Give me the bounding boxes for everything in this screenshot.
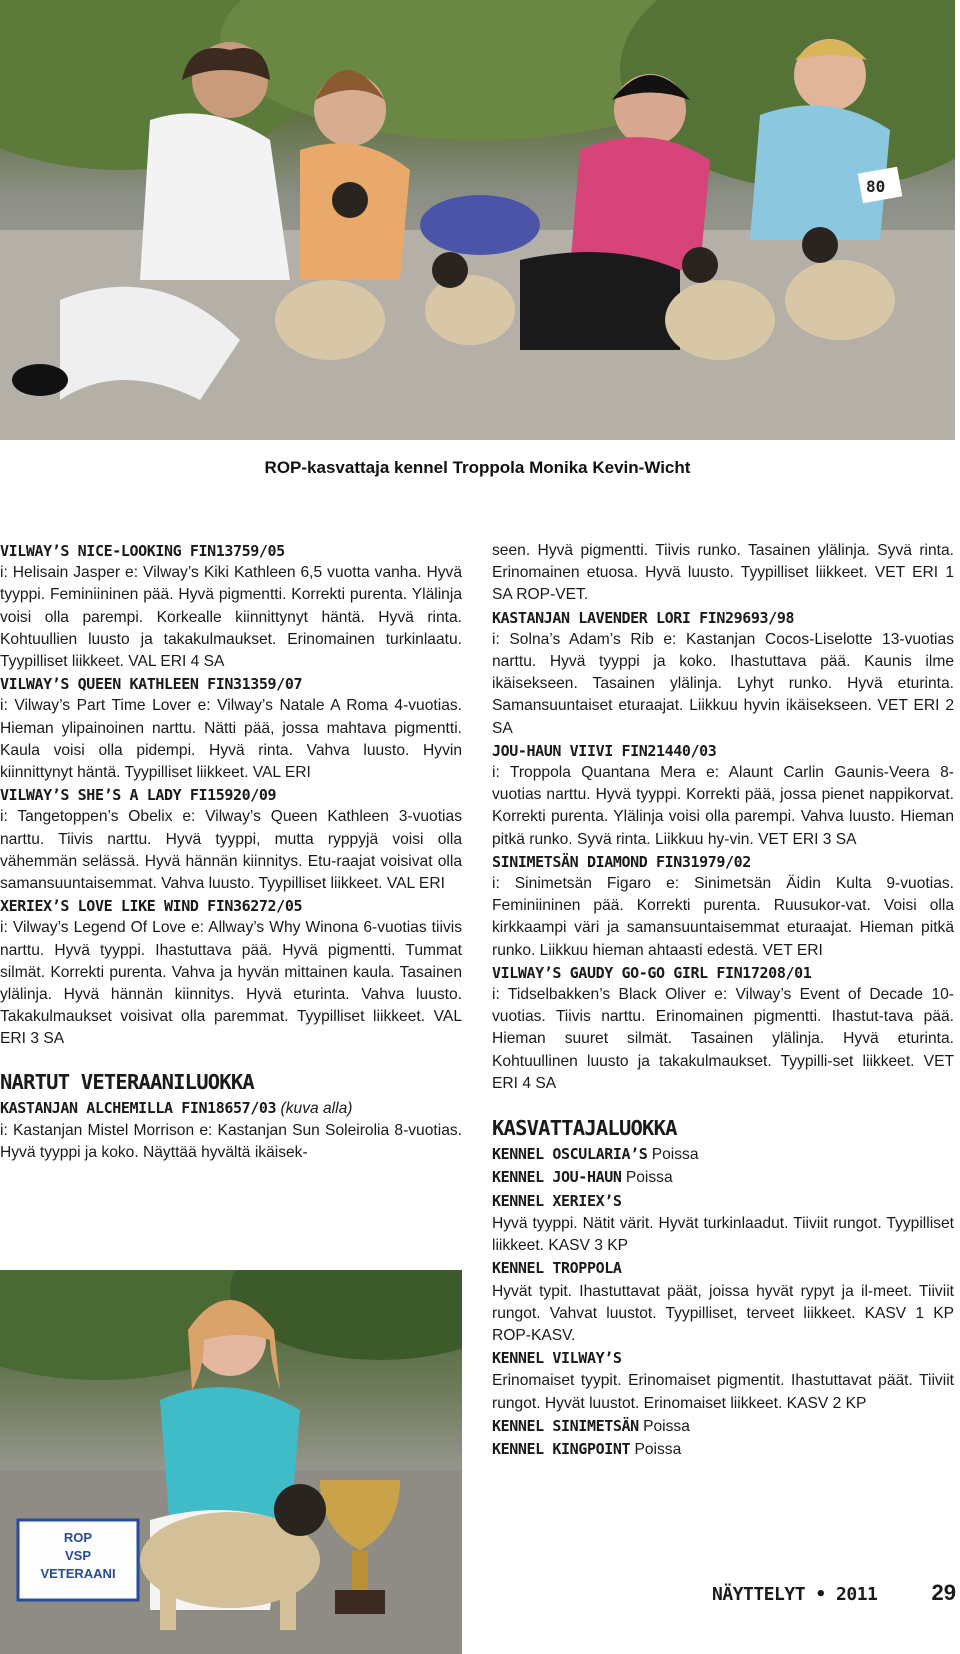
bottom-photo-illustration: [0, 1270, 462, 1654]
entry-title: VILWAY’S GAUDY GO-GO GIRL FIN17208/01: [492, 963, 812, 982]
entry-text: i: Tangetoppen’s Obelix e: Vilway’s Queen Kathleen 3-vuotias narttu. Tiivis narttu. Hyvä tyyppi, mutta ryppyjä voisi olla vähemmän selässä. Hyvä hännän kiinnitys. Etu-raajat voisivat olla samansuuntaisemmat. Vahva luusto. Tyypilliset liikkeet. VAL ERI: [0, 808, 462, 893]
top-photo-illustration: [0, 0, 955, 440]
entry-text: i: Tidselbakken’s Black Oliver e: Vilway’s Event of Decade 10-vuotias. Tiivis narttu. Erinomainen pigmentti. Ihastut-tava pää. Hieman suuret silmät. Tasainen ylälinja. Hyvä eturinta. Kohtuullinen luusto ja takakulmaukset. Tyypilli-set liikkeet. VET ERI 4 SA: [492, 986, 954, 1092]
section-heading-veteran: NARTUT VETERAANILUOKKA: [0, 1069, 254, 1094]
kennel-name: KENNEL XERIEX’S: [492, 1191, 622, 1210]
entry: [492, 740, 954, 851]
kennel-entry: [492, 1190, 954, 1258]
kennel-entry: [492, 1257, 954, 1347]
kennel-status: Poissa: [643, 1417, 690, 1435]
entry-text: i: Solna’s Adam’s Rib e: Kastanjan Cocos-Liselotte 13-vuotias narttu. Hyvä tyyppi ja koko. Ihastuttava pää. Kaunis ilme ikäisekseen. Tasainen ylälinja. Lyhyt runko. Hyvä eturinta. Samansuuntaiset eturaajat. Liikkuu hyvin ikäisekseen. VET ERI 2 SA: [492, 630, 954, 737]
sign-line: VSP: [64, 1548, 92, 1563]
entry-text: i: Vilway’s Legend Of Love e: Allway’s Why Winona 6-vuotias tiivis narttu. Hyvä tyyppi. Ihastuttava pää. Hyvä pigmentti. Tummat silmät. Korrekti purenta. Vahva ja hyvän mittainen kaula. Tasainen ylälinja. Hyvä hännän kiinnitys. Hyvä eturinta. Vahva luusto. Takakulmaukset voisivat olla paremmat. Tyypilliset liikkeet. VAL ERI 3 SA: [0, 919, 462, 1048]
entry-title: XERIEX’S LOVE LIKE WIND FIN36272/05: [0, 897, 303, 916]
entry: [492, 607, 954, 740]
entry-title: VILWAY’S QUEEN KATHLEEN FIN31359/07: [0, 675, 303, 694]
entry: [492, 962, 954, 1095]
kennel-name: KENNEL OSCULARIA’S: [492, 1145, 648, 1164]
entry: [0, 784, 462, 895]
number-tag: 80: [866, 177, 886, 196]
kennel-entry: [492, 1143, 954, 1166]
entry-title: VILWAY’S NICE-LOOKING FIN13759/05: [0, 542, 285, 560]
page-number: 29: [931, 1580, 956, 1605]
kennel-name: KENNEL KINGPOINT: [492, 1439, 631, 1458]
kennel-text: Erinomaiset tyypit. Erinomaiset pigmentit. Ihastuttavat päät. Tiiviit rungot. Hyvät luustot. Erinomaiset liikkeet. KASV 2 KP: [492, 1372, 954, 1412]
kennel-text: Hyvä tyyppi. Nätit värit. Hyvät turkinlaadut. Tiiviit rungot. Tyypilliset liikkeet. KASV 3 KP: [492, 1214, 954, 1255]
photo-caption: ROP-kasvattaja kennel Troppola Monika Kevin-Wicht: [264, 458, 691, 477]
entry-note: (kuva alla): [280, 1099, 353, 1117]
entry: [0, 1097, 462, 1165]
kennel-entry: [492, 1166, 954, 1189]
entry-text: i: Sinimetsän Figaro e: Sinimetsän Äidin Kulta 9-vuotias. Feminiininen pää. Korrekti purenta. Ruusukor-vat. Voisi olla kirkkaampi väri ja samansuuntaisemmat eturaajat. Hieman pitkä runko. Liikkuu hieman ahtaasti edestä. VET ERI: [492, 875, 954, 959]
kennel-name: KENNEL SINIMETSÄN: [492, 1416, 639, 1435]
section-heading-breeder: KASVATTAJALUOKKA: [492, 1116, 677, 1141]
kennel-status: Poissa: [634, 1440, 682, 1458]
sign-line: ROP: [63, 1530, 93, 1545]
right-column: [492, 540, 954, 1461]
kennel-name: KENNEL JOU-HAUN: [492, 1168, 622, 1187]
entry: [0, 673, 462, 784]
kennel-status: Poissa: [625, 1169, 673, 1187]
entry: [0, 540, 462, 673]
bottom-photo: [0, 1270, 462, 1654]
entry-text: i: Troppola Quantana Mera e: Alaunt Carlin Gaunis-Veera 8-vuotias narttu. Hyvä tyyppi. Korrekti pää, jossa pienet nappikorvat. Korrekti purenta. Ylälinja voisi olla parempi. Vahva luusto. Hieman pitkä runko. Syvä rinta. Liikkuu hy-vin. VET ERI 3 SA: [492, 764, 954, 848]
left-column: [0, 540, 462, 1164]
kennel-entry: [492, 1415, 954, 1438]
entry-text: i: Vilway’s Part Time Lover e: Vilway’s Natale A Roma 4-vuotias. Hieman ylipainoinen narttu. Nätti pää, jossa mahtava pigmentti. Kaula voisi olla pidempi. Hyvä rinta. Vahva luusto. Hyvin kiinnittynyt häntä. Tyypilliset liikkeet. VAL ERI: [0, 697, 462, 782]
top-photo: [0, 0, 955, 440]
entry-title: SINIMETSÄN DIAMOND FIN31979/02: [492, 852, 751, 871]
page-footer: [712, 1580, 956, 1610]
entry-text: i: Helisain Jasper e: Vilway’s Kiki Kathleen 6,5 vuotta vanha. Hyvä tyyppi. Feminiininen pää. Hyvä pigmentti. Korrekti purenta. Ylälinja voisi olla parempi. Korkealle kiinnittynyt häntä. Hyvä rinta. Kohtuullien luusto ja takakulmaukset. Erinomainen turkinlaatu. Tyypilliset liikkeet. VAL ERI 4 SA: [0, 564, 462, 671]
entry-continuation: seen. Hyvä pigmentti. Tiivis runko. Tasainen ylälinja. Syvä rinta. Erinomainen etuosa. Hyvä luusto. Tyypilliset liikkeet. VET ERI 1 SA ROP-VET.: [492, 542, 954, 604]
kennel-name: KENNEL TROPPOLA: [492, 1259, 622, 1278]
kennel-status: Poissa: [651, 1146, 699, 1164]
entry: [492, 851, 954, 962]
kennel-text: Hyvät typit. Ihastuttavat päät, joissa hyvät rypyt ja il-meet. Tiiviit rungot. Vahvat luustot. Tyypilliset, terveet liikkeet. KASV 1 KP ROP-KASV.: [492, 1282, 954, 1344]
entry-title: VILWAY’S SHE’S A LADY FI15920/09: [0, 786, 277, 805]
entry-title: KASTANJAN ALCHEMILLA FIN18657/03: [0, 1098, 277, 1117]
entry-title: KASTANJAN LAVENDER LORI FIN29693/98: [492, 608, 795, 627]
magazine-name: NÄYTTELYT • 2011: [712, 1584, 878, 1605]
entry-title: JOU-HAUN VIIVI FIN21440/03: [492, 741, 717, 760]
kennel-entry: [492, 1347, 954, 1415]
sign-line: VETERAANI: [40, 1566, 116, 1581]
entry: [0, 895, 462, 1050]
entry-text: i: Kastanjan Mistel Morrison e: Kastanjan Sun Soleirolia 8-vuotias. Hyvä tyyppi ja koko. Näyttää hyvältä ikäisek-: [0, 1122, 462, 1162]
kennel-name: KENNEL VILWAY’S: [492, 1349, 622, 1368]
kennel-entry: [492, 1438, 954, 1461]
